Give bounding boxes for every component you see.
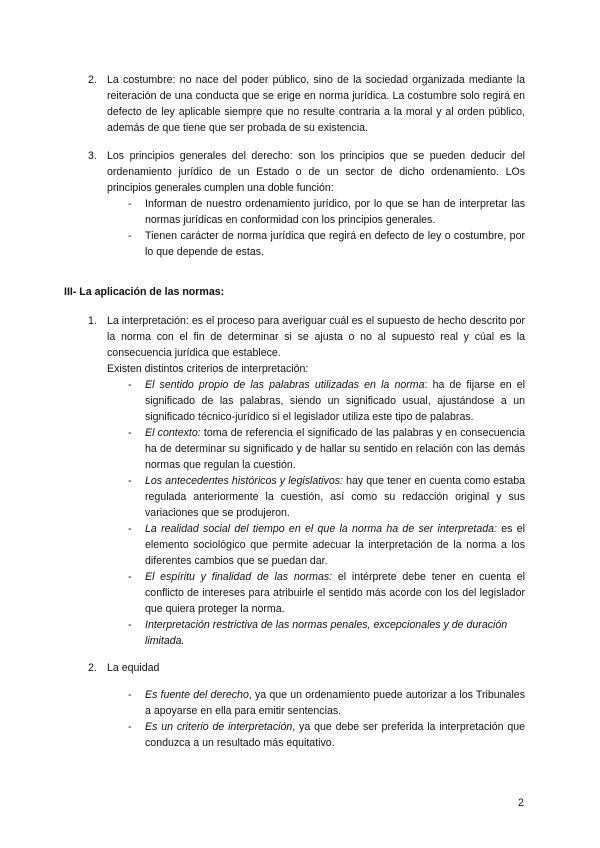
bullet-dash: - xyxy=(128,689,132,701)
bullet-dash: - xyxy=(128,721,132,733)
section-heading: III- La aplicación de las normas: xyxy=(64,286,225,298)
criterion-item xyxy=(145,521,525,569)
bullet-dash: - xyxy=(128,523,132,535)
criteria-intro: Existen distintos criterios de interpretación: xyxy=(107,363,309,375)
criterion-title: La realidad social del tiempo en el que la norma ha de ser interpretada: xyxy=(145,523,497,535)
paragraph-principios: Los principios generales del derecho: son los principios que se pueden deducir del ordenamiento jurídico de un Estado o de un sector de dicho ordenamiento. LOs principios generales cumplen una doble función: xyxy=(107,150,525,194)
criterion-item xyxy=(145,473,525,521)
bullet-dash: - xyxy=(128,379,132,391)
bullet-dash: - xyxy=(128,475,132,487)
list-number: 2. xyxy=(88,662,97,674)
paragraph-equidad: La equidad xyxy=(107,662,160,674)
page-number: 2 xyxy=(518,797,524,809)
criterion-item xyxy=(145,425,525,473)
bullet-dash: - xyxy=(128,198,132,210)
criterion-title: Interpretación restrictiva de las normas penales, excepcionales y de duración limitada. xyxy=(145,619,508,647)
criterion-title: El sentido propio de las palabras utilizadas en la norma xyxy=(145,379,425,391)
bullet-item: Tienen carácter de norma jurídica que regirá en defecto de ley o costumbre, por lo que depende de estas. xyxy=(145,230,525,258)
equidad-title: Es un criterio de interpretación xyxy=(145,721,293,733)
criterion-text: el intérprete debe tener en cuenta el conflicto de intereses para atribuirle el sentido más acorde con los del legislador que quiera proteger la norma. xyxy=(145,571,525,615)
criterion-item xyxy=(145,569,525,617)
equidad-item xyxy=(145,687,525,719)
criterion-title: El contexto: xyxy=(145,427,201,439)
equidad-text: , ya que un ordenamiento puede autorizar a los Tribunales a apoyarse en ella para emitir sentencias. xyxy=(145,689,525,717)
bullet-item: Informan de nuestro ordenamiento jurídico, por lo que se han de interpretar las normas jurídicas en conformidad con los principios generales. xyxy=(145,198,525,226)
criterion-text: es el elemento sociológico que permite adecuar la interpretación de la norma a los diferentes cambios que se puedan dar. xyxy=(145,523,525,567)
equidad-item xyxy=(145,719,525,751)
criterion-text: toma de referencia el significado de las palabras y en consecuencia ha de determinar su significado y de hallar su sentido en relación con las demás normas que regulan la cuestión. xyxy=(145,427,525,471)
bullet-dash: - xyxy=(128,230,132,242)
criterion-title: Los antecedentes históricos y legislativos: xyxy=(145,475,343,487)
criterion-item xyxy=(145,377,525,425)
paragraph-costumbre: La costumbre: no nace del poder público, sino de la sociedad organizada mediante la reiteración de una conducta que se erige en norma jurídica. La costumbre solo regirá en defecto de ley aplicable siempre que no resulte contraria a la moral y al orden público, además de que tiene que ser probada de su existencia. xyxy=(107,74,525,134)
criterion-item xyxy=(145,617,525,649)
criterion-title: El espíritu y finalidad de las normas: xyxy=(145,571,333,583)
list-number: 3. xyxy=(88,150,97,162)
bullet-dash: - xyxy=(128,619,132,631)
criterion-text: hay que tener en cuenta como estaba regulada anteriormente la cuestión, así como su redacción original y sus variaciones que se produjeron. xyxy=(145,475,525,519)
bullet-dash: - xyxy=(128,427,132,439)
paragraph-interpretacion: La interpretación: es el proceso para averiguar cuál es el supuesto de hecho descrito por la norma con el fin de determinar si se ajusta o no al supuesto real y cúal es la consecuencia jurídica que establece. xyxy=(107,315,525,359)
list-number: 1. xyxy=(88,315,97,327)
list-number: 2. xyxy=(88,74,97,86)
equidad-title: Es fuente del derecho xyxy=(145,689,249,701)
criterion-text: : ha de fijarse en el significado de las palabras, siendo un significado usual, ajustándose a un significado técnico-jurídico si el legislador utiliza este tipo de palabras. xyxy=(145,379,526,423)
equidad-text: , ya que debe ser preferida la interpretación que conduzca a un resultado más equitativo. xyxy=(145,721,525,749)
bullet-dash: - xyxy=(128,571,132,583)
